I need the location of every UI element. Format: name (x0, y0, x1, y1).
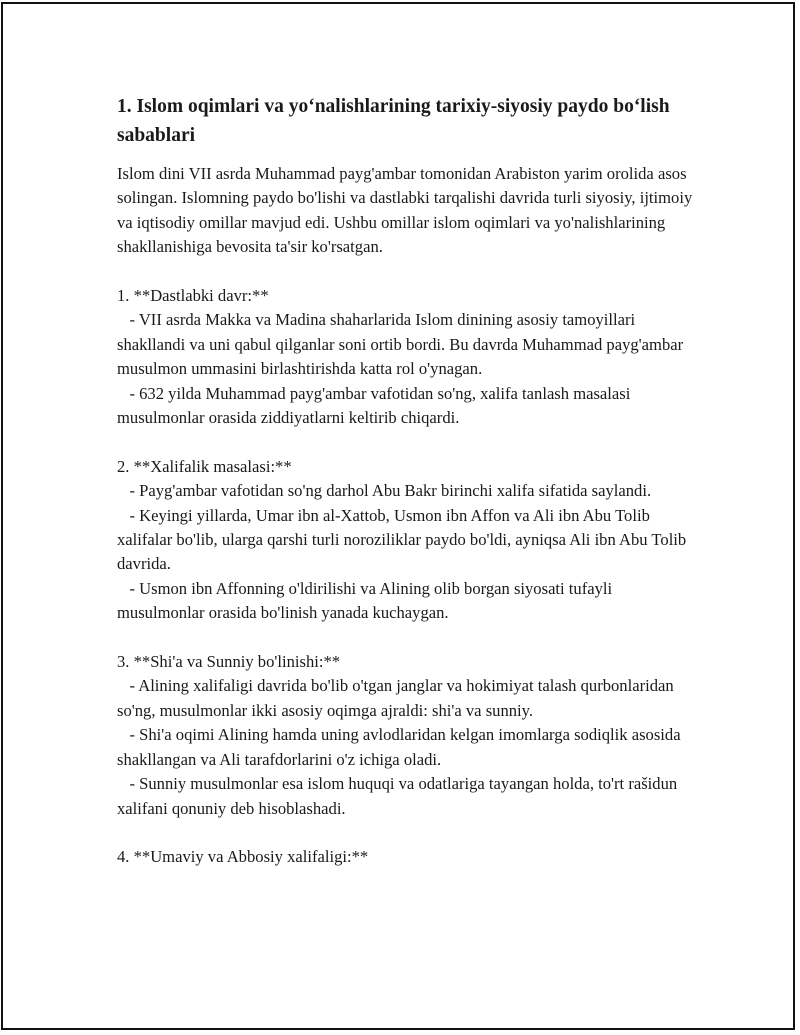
section-shia-sunni-split (117, 650, 702, 821)
section-item: - Payg'ambar vafotidan so'ng darhol Abu Bakr birinchi xalifa sifatida saylandi. (129, 481, 652, 501)
section-item: - Sunniy musulmonlar esa islom huquqi va odatlariga tayangan holda, to'rt rašidun xalifani qonuniy deb hisoblashadi. (117, 774, 682, 818)
section-item: - Usmon ibn Affonning o'ldirilishi va Alining olib borgan siyosati tufayli musulmonlar orasida bo'linish yanada kuchaygan. (117, 578, 617, 623)
section-item: - Keyingi yillarda, Umar ibn al-Xattob, Usmon ibn Affon va Ali ibn Abu Tolib xalifalar bo'lib, ularga qarshi turli noroziliklar paydo bo'ldi, ayniqsa Ali ibn Abu Tolib davrida. (117, 505, 691, 574)
section-early-period (117, 284, 702, 430)
section-heading: 1. **Dastlabki davr:** (117, 286, 269, 306)
section-heading: 2. **Xalifalik masalasi:** (117, 456, 292, 476)
section-heading: 3. **Shi'a va Sunniy bo'linishi:** (117, 652, 341, 672)
section-item: - Alining xalifaligi davrida bo'lib o'tgan janglar va hokimiyat talash qurbonlaridan so'ng, musulmonlar ikki asosiy oqimga ajraldi: shi'a va sunniy. (117, 676, 678, 720)
section-item: - VII asrda Makka va Madina shaharlarida Islom dinining asosiy tamoyillari shakllandi va uni qabul qilganlar soni ortib bordi. Bu davrda Muhammad payg'ambar musulmon ummasini birlashtirishda katta rol o'ynagan. (117, 310, 688, 379)
document-body (117, 92, 702, 870)
intro-paragraph-block (117, 162, 702, 260)
section-item: - Shi'a oqimi Alining hamda uning avlodlaridan kelgan imomlarga sodiqlik asosida shakllangan va Ali tarafdorlarini o'z ichiga oladi. (117, 725, 685, 769)
intro-paragraph: Islom dini VII asrda Muhammad payg'ambar tomonidan Arabiston yarim orolida asos solingan. Islomning paydo bo'lishi va dastlabki tarqalishi davrida turli siyosiy, ijtimoiy va iqtisodiy omillar mavjud edi. Ushbu omillar islom oqimlari va yo'nalishlarining shakllanishiga bevosita ta'sir ko'rsatgan. (117, 164, 693, 257)
document-title: 1. Islom oqimlari va yo‘nalishlarining tarixiy-siyosiy paydo bo‘lish sabablari (117, 96, 670, 146)
section-caliphate (117, 455, 702, 626)
section-heading: 4. **Umaviy va Abbosiy xalifaligi:** (117, 847, 369, 867)
section-item: - 632 yilda Muhammad payg'ambar vafotidan so'ng, xalifa tanlash masalasi musulmonlar orasida ziddiyatlarni keltirib chiqardi. (117, 383, 635, 428)
section-umayyad-abbasid (117, 845, 702, 869)
